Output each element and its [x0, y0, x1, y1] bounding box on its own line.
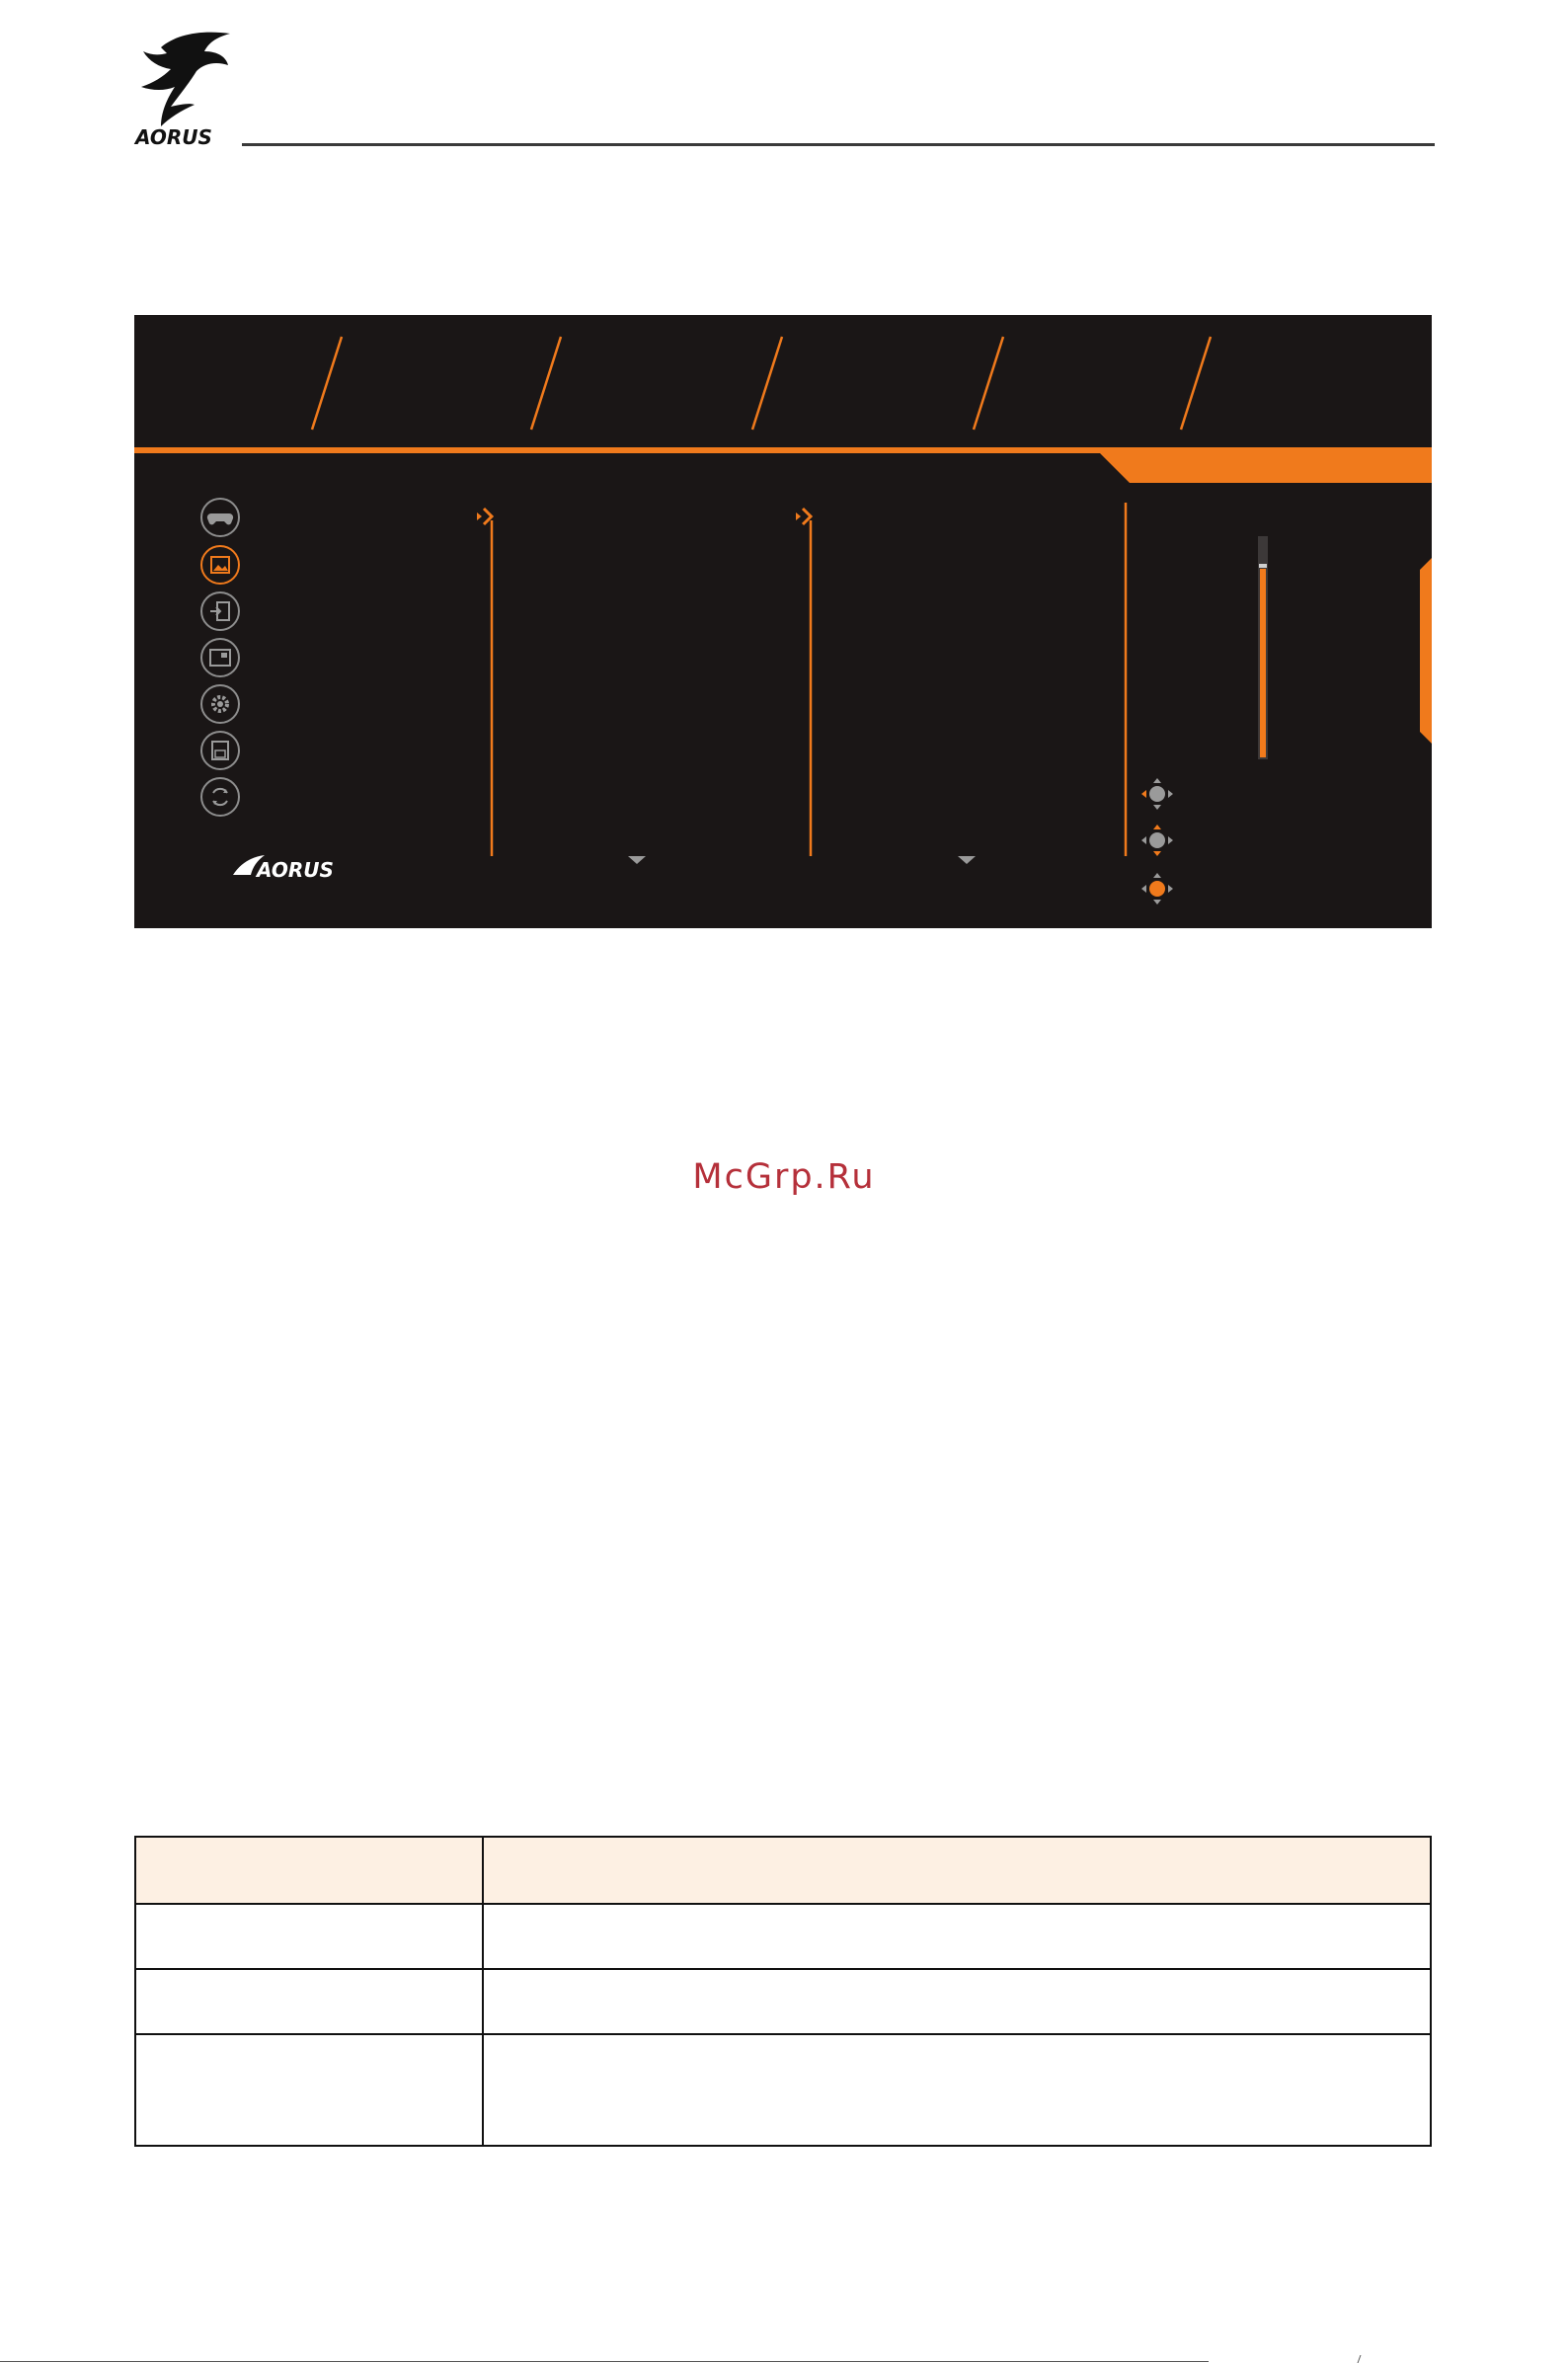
pip-icon[interactable] — [200, 638, 240, 677]
table-header-cell — [483, 1837, 1431, 1904]
watermark: McGrp.Ru — [692, 1157, 876, 1197]
reset-icon[interactable] — [200, 777, 240, 817]
table-row — [135, 2034, 1431, 2146]
footer-rule — [0, 2361, 1209, 2362]
svg-text:AORUS: AORUS — [135, 125, 212, 148]
osd-info-tab — [1100, 453, 1432, 483]
picture-icon[interactable] — [200, 545, 240, 585]
chevron-down-icon — [628, 856, 646, 864]
footer-tick — [1358, 2355, 1362, 2363]
tab-separator — [312, 337, 342, 430]
table-cell — [483, 2034, 1431, 2146]
tab-separator — [974, 337, 1003, 430]
chevron-down-icon — [958, 856, 976, 864]
osd-divider — [134, 447, 1432, 453]
osd-menu-screenshot — [134, 315, 1432, 928]
save-icon[interactable] — [200, 731, 240, 770]
table-cell — [135, 1904, 483, 1969]
tab-separator — [531, 337, 561, 430]
table-cell — [135, 1969, 483, 2034]
input-icon[interactable] — [200, 591, 240, 631]
table-cell — [135, 2034, 483, 2146]
table-cell — [483, 1969, 1431, 2034]
enter-icon — [1137, 869, 1177, 908]
gamepad-icon[interactable] — [200, 498, 240, 537]
tab-separator — [752, 337, 782, 430]
table-row — [135, 1904, 1431, 1969]
slider-handle — [1259, 564, 1267, 568]
table-cell — [483, 1904, 1431, 1969]
slider-fill — [1260, 569, 1266, 757]
table-header-cell — [135, 1837, 483, 1904]
aorus-logo — [131, 30, 242, 148]
table-row — [135, 1969, 1431, 2034]
osd-decoration — [134, 315, 1432, 928]
spec-table — [134, 1836, 1432, 2147]
move-icon — [1137, 774, 1177, 814]
tab-separator — [1181, 337, 1211, 430]
osd-aorus-logo — [231, 853, 369, 883]
osd-edge-tab — [1420, 558, 1432, 744]
gear-icon[interactable] — [200, 684, 240, 724]
adjust-icon — [1137, 821, 1177, 860]
header-rule — [242, 143, 1435, 146]
svg-text:AORUS: AORUS — [257, 858, 334, 882]
table-header-row — [135, 1837, 1431, 1904]
